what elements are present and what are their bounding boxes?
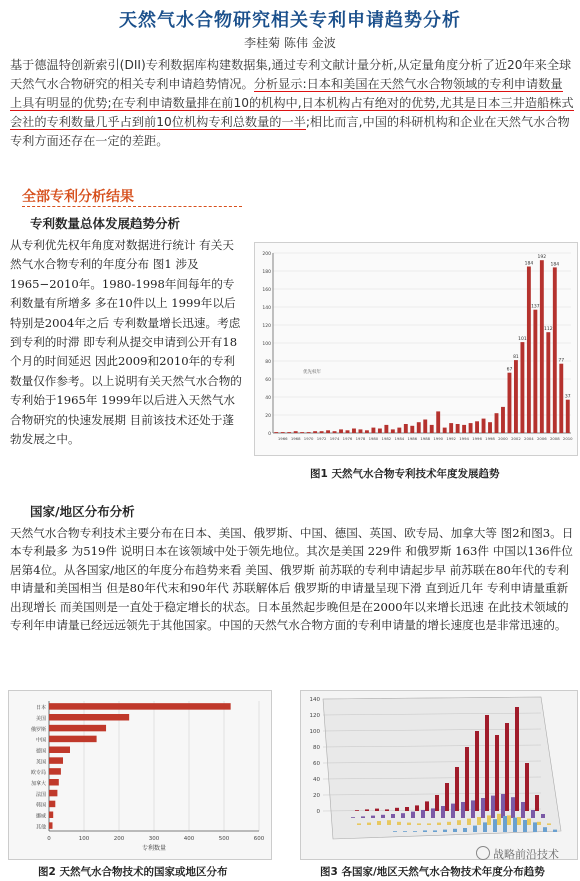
x-tick-label: 100 — [78, 836, 90, 842]
x-axis-title: 优先权年 — [303, 370, 321, 375]
bar — [501, 794, 505, 818]
bar — [307, 432, 311, 433]
bar — [413, 831, 417, 832]
bar — [381, 815, 385, 818]
bar — [477, 817, 481, 825]
bar — [437, 823, 441, 825]
bar — [417, 823, 421, 825]
bar — [49, 725, 106, 732]
y-tick-label: 20 — [265, 414, 271, 419]
bar — [559, 364, 563, 433]
section-heading: 全部专利分析结果 — [22, 189, 134, 205]
y-tick-label: 40 — [265, 396, 271, 401]
bar — [553, 267, 557, 433]
bar — [503, 816, 507, 832]
bar — [508, 373, 512, 433]
bar — [371, 816, 375, 818]
bar-data-label: 81 — [513, 355, 519, 361]
bar — [407, 823, 411, 825]
bar — [523, 820, 527, 832]
y-tick-label: 法国 — [35, 791, 46, 798]
bar-data-label: 184 — [550, 262, 560, 268]
y-tick-label: 俄罗斯 — [30, 726, 46, 733]
bar — [274, 432, 278, 433]
bar — [359, 429, 363, 433]
bar — [346, 430, 350, 433]
x-tick-label: 2004 — [524, 436, 534, 441]
abstract-intro: 基于德温特创新索引(DII)专利数据库构建数据集,通过专利文献计量分析,从定量角度分析了近20年来全球天然气水合物研究的相关专利申请趋势情况。 — [10, 58, 572, 91]
x-tick-label: 1982 — [381, 436, 392, 441]
z-tick-label: 20 — [313, 793, 320, 799]
bar — [453, 829, 457, 832]
y-tick-label: 120 — [262, 324, 271, 329]
bar — [445, 783, 449, 811]
bar — [447, 822, 451, 825]
bar — [553, 830, 557, 832]
watermark-text: 战略前沿技术 — [493, 848, 559, 861]
z-tick-label: 0 — [316, 809, 320, 815]
bar — [493, 819, 497, 832]
bar — [313, 431, 317, 433]
bar — [417, 422, 421, 433]
x-tick-label: 1994 — [459, 436, 469, 441]
bar — [393, 831, 397, 832]
bar — [467, 819, 471, 825]
x-tick-label: 2006 — [537, 436, 547, 441]
subsection-heading-trend: 专利数量总体发展趋势分析 — [30, 216, 181, 231]
bar — [482, 419, 486, 433]
y-tick-label: 欧专局 — [30, 770, 46, 777]
bar — [361, 816, 365, 818]
bar — [333, 431, 337, 433]
bar — [49, 801, 55, 808]
x-tick-label: 300 — [148, 836, 160, 842]
bar — [533, 822, 537, 832]
figure2-chart — [8, 690, 272, 860]
bar — [533, 310, 537, 433]
watermark — [476, 846, 559, 862]
bar — [397, 822, 401, 825]
abstract-conclusion: ;相比而言,中国的科研机构和企业在天然气水合物专利方面还存在一定的差距。 — [10, 115, 570, 148]
bar-data-label: 37 — [564, 394, 571, 400]
bar — [294, 431, 298, 433]
bar — [375, 809, 379, 811]
y-tick-label: 韩国 — [35, 802, 46, 809]
bar — [49, 822, 53, 829]
bar — [411, 812, 415, 818]
z-tick-label: 100 — [309, 729, 320, 735]
bar — [495, 413, 499, 433]
y-tick-label: 0 — [268, 432, 271, 437]
bar — [540, 260, 544, 433]
bar — [49, 703, 231, 710]
bar — [421, 810, 425, 818]
x-tick-label: 1980 — [368, 436, 379, 441]
bar — [395, 808, 399, 811]
bar — [541, 814, 545, 818]
x-tick-label: 1966 — [277, 436, 288, 441]
bar — [365, 430, 369, 433]
bar — [49, 714, 129, 721]
bar — [515, 707, 519, 811]
bar — [378, 429, 382, 434]
x-tick-label: 1986 — [407, 436, 418, 441]
bar — [352, 429, 356, 434]
bar — [387, 820, 391, 825]
section-divider — [22, 206, 242, 207]
bar — [501, 407, 505, 433]
x-tick-label: 1990 — [433, 436, 444, 441]
figure2-caption: 图2 天然气水合物技术的国家或地区分布 — [38, 866, 228, 878]
bar — [320, 431, 324, 433]
bar — [355, 810, 359, 811]
y-tick-label: 日本 — [35, 705, 46, 712]
bar — [525, 763, 529, 811]
x-tick-label: 1970 — [303, 436, 314, 441]
x-axis-title: 专利数量 — [141, 845, 167, 852]
bar — [391, 814, 395, 818]
figure1-svg — [255, 243, 577, 455]
y-tick-label: 英国 — [35, 759, 46, 766]
bar — [487, 815, 491, 825]
x-tick-label: 1996 — [472, 436, 482, 441]
x-tick-label: 400 — [183, 836, 195, 842]
bar — [513, 818, 517, 832]
bar — [377, 821, 381, 825]
y-tick-label: 140 — [262, 306, 271, 311]
bar — [517, 817, 521, 825]
y-tick-label: 160 — [262, 288, 271, 293]
bar — [507, 815, 511, 825]
bar — [443, 830, 447, 832]
bar — [427, 823, 431, 825]
x-tick-label: 1974 — [329, 436, 340, 441]
bar — [443, 428, 447, 433]
figure1-chart — [254, 242, 578, 456]
bar — [485, 715, 489, 811]
bar — [423, 830, 427, 832]
bar — [535, 795, 539, 811]
bar — [300, 432, 304, 433]
bar — [385, 809, 389, 811]
bar — [475, 421, 479, 433]
bar — [436, 411, 440, 433]
bar — [497, 814, 501, 825]
x-tick-label: 1976 — [342, 436, 353, 441]
x-tick-label: 600 — [253, 836, 265, 842]
bar — [511, 797, 515, 818]
bar — [287, 432, 291, 433]
bar — [367, 823, 371, 825]
bar — [326, 430, 330, 433]
x-tick-label: 0 — [47, 836, 51, 842]
bar — [520, 342, 524, 433]
x-tick-label: 1988 — [420, 436, 431, 441]
bar — [527, 819, 531, 825]
x-tick-label: 200 — [113, 836, 125, 842]
z-tick-label: 80 — [313, 745, 320, 751]
bar — [491, 796, 495, 818]
article-authors: 李桂菊 陈伟 金波 — [244, 36, 336, 50]
bar — [481, 798, 485, 818]
x-tick-label: 1998 — [485, 436, 495, 441]
y-tick-label: 美国 — [35, 715, 46, 722]
bar — [457, 820, 461, 825]
bar — [403, 831, 407, 832]
y-tick-label: 200 — [262, 252, 271, 257]
x-tick-label: 2008 — [549, 436, 560, 441]
figure3-chart — [300, 690, 578, 860]
bar-data-label: 192 — [537, 255, 547, 261]
x-tick-label: 1984 — [394, 436, 405, 441]
bar — [49, 736, 97, 743]
subsection-heading-region: 国家/地区分布分析 — [30, 504, 135, 519]
bar — [49, 812, 53, 819]
bar — [495, 735, 499, 811]
x-tick-label: 2000 — [498, 436, 508, 441]
x-tick-label: 1968 — [290, 436, 301, 441]
paragraph-region: 天然气水合物专利技术主要分布在日本、美国、俄罗斯、中国、德国、英国、欧专局、加拿大等 图2和图3。日本专利最多 为519件 说明日本在该领域中处于领先地位。其次是美国 229件 和俄罗斯 163件 中国以136件位居第4位。从各国家/地区的年度分布趋势来看 美国、俄罗斯 前苏联的专利申请起步早 前苏联在80年代的专利申请量和美国相当 但是80年代末和90年代 苏联解体后 俄罗斯的申请量呈现下滑 直到近几年 专利申请量重新出现增长 而美国则是一直处于稳定增长的状态。日本虽然起步晚但是在2000年以来增长迅速 在此技术领域的专利年申请量已经远远领先于其他国家。中国的天然气水合物方面的专利申请量的增长速度也是非常迅速的。 — [10, 526, 574, 633]
y-tick-label: 60 — [265, 378, 271, 383]
bar — [483, 822, 487, 832]
bar-data-label: 67 — [506, 367, 513, 373]
x-tick-label: 2002 — [511, 436, 521, 441]
bar — [49, 757, 63, 764]
bar — [384, 425, 388, 433]
bar-data-label: 137 — [531, 304, 540, 310]
y-tick-label: 80 — [265, 360, 271, 365]
bar — [488, 422, 492, 433]
y-tick-label: 挪威 — [35, 813, 46, 820]
figure3-caption: 图3 各国家/地区天然气水合物技术年度分布趋势 — [320, 866, 545, 878]
y-tick-label: 加拿大 — [30, 780, 46, 787]
bar — [441, 806, 445, 818]
y-tick-label: 德国 — [35, 748, 46, 755]
x-tick-label: 1972 — [316, 436, 327, 441]
bar — [391, 429, 395, 433]
bar — [531, 810, 535, 818]
bar-data-label: 77 — [558, 358, 565, 364]
bar — [410, 426, 414, 433]
bar — [339, 429, 343, 433]
bar — [461, 802, 465, 818]
wechat-icon — [476, 846, 490, 860]
bar — [430, 425, 434, 433]
bar — [514, 360, 518, 433]
bar — [465, 747, 469, 811]
bar — [49, 790, 57, 797]
bar — [281, 432, 285, 433]
bar — [455, 767, 459, 811]
z-tick-label: 40 — [313, 777, 320, 783]
bar-data-label: 112 — [544, 327, 553, 333]
bar — [546, 332, 550, 433]
bar — [49, 779, 59, 786]
bar — [49, 747, 70, 754]
bar — [415, 805, 419, 811]
bar — [423, 420, 427, 434]
y-tick-label: 100 — [262, 342, 271, 347]
y-tick-label: 中国 — [35, 737, 46, 744]
bar — [433, 830, 437, 832]
x-tick-label: 2010 — [562, 436, 573, 441]
bar — [404, 424, 408, 433]
bar — [463, 828, 467, 832]
bar — [547, 823, 551, 825]
bar — [475, 731, 479, 811]
bar — [505, 723, 509, 811]
bar — [365, 809, 369, 811]
abstract — [10, 56, 574, 151]
bar — [462, 425, 466, 433]
bar — [527, 267, 531, 434]
figure2-svg — [9, 691, 271, 859]
bar — [473, 826, 477, 832]
bar — [397, 428, 401, 433]
x-tick-label: 1992 — [446, 436, 456, 441]
paragraph-trend: 从专利优先权年角度对数据进行统计 有关天然气水合物专利的年度分布 图1 涉及1965−2010年。1980-1998年间每年的专利数量有所增多 多在10件以上 1999年以后 特别是2004年之后 专利数量增长迅速。考虑到专利的时滞 即专利从提交申请到公开有18个月的时间延迟 因此2009和2010年的专利数量仅作参考。以上说明有关天然气水合物的专利始于1965年 1999年以后进入天然气水合物研究的快速发展期 目前该技术还处于蓬勃发展之中。 — [10, 238, 242, 447]
bar — [371, 428, 375, 433]
bar — [543, 827, 547, 832]
bar — [405, 807, 409, 811]
bar — [471, 800, 475, 818]
x-tick-label: 1978 — [355, 436, 366, 441]
bar-data-label: 184 — [524, 261, 534, 267]
bar — [449, 423, 453, 433]
bar — [431, 808, 435, 818]
x-tick-label: 500 — [218, 836, 230, 842]
bar — [435, 795, 439, 811]
bar — [566, 400, 570, 433]
bar — [521, 802, 525, 818]
figure3-svg — [301, 691, 577, 859]
bar — [456, 424, 460, 433]
figure1-caption: 图1 天然气水合物专利技术年度发展趋势 — [310, 468, 500, 480]
bar — [351, 817, 355, 818]
bar — [469, 423, 473, 433]
bar — [401, 813, 405, 818]
bar — [425, 801, 429, 811]
z-tick-label: 120 — [309, 713, 320, 719]
bar — [357, 823, 361, 825]
y-tick-label: 其他 — [35, 824, 46, 831]
abstract-underlined-finding: 分析显示:日本和美国在天然气水合物领域的专利申请数量上具有明显的优势;在专利申请数量排在前10的机构中,日本机构占有绝对的优势,尤其是日本三井造船株式会社的专利数量几乎占到前10位机构专利总数量的一半 — [10, 77, 574, 129]
z-tick-label: 60 — [313, 761, 320, 767]
bar — [49, 768, 61, 775]
bar — [451, 804, 455, 818]
article-title: 天然气水合物研究相关专利申请趋势分析 — [119, 10, 461, 31]
bar-data-label: 101 — [518, 337, 527, 343]
y-tick-label: 180 — [262, 270, 271, 275]
bar — [537, 822, 541, 825]
z-tick-label: 140 — [309, 697, 320, 703]
